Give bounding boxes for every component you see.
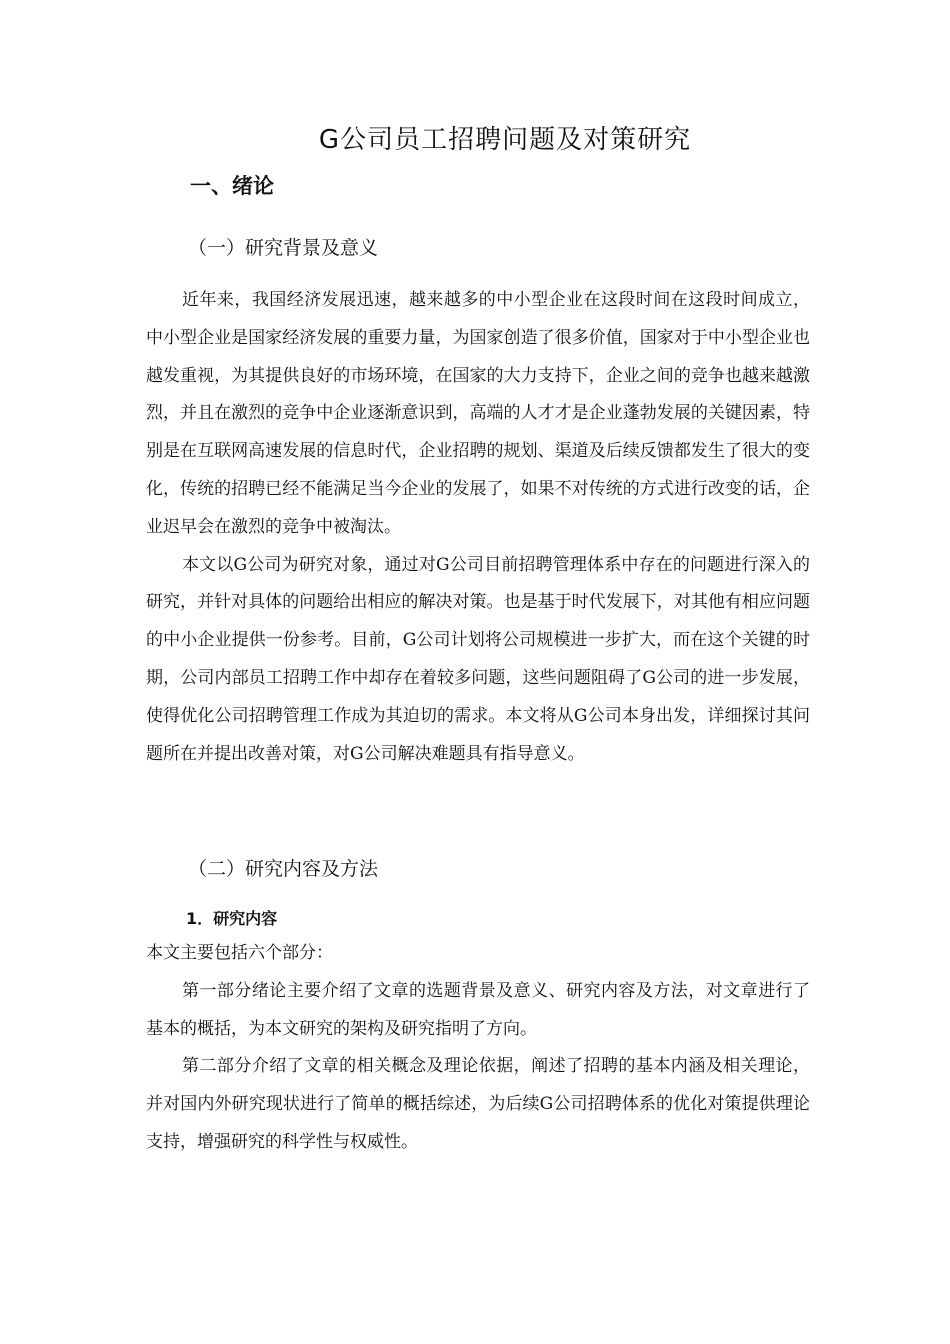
paragraph: 近年来，我国经济发展迅速，越来越多的中小型企业在这段时间在这段时间成立，中小型企业是国家经济发展的重要力量，为国家创造了很多价值，国家对于中小型企业也越发重视，为其提供良好的市场环境，在国家的大力支持下，企业之间的竞争也越来越激烈，并且在激烈的竞争中企业逐渐意识到，高端的人才才是企业蓬勃发展的关键因素，特别是在互联网高速发展的信息时代，企业招聘的规划、渠道及后续反馈都发生了很大的变化，传统的招聘已经不能满足当今企业的发展了，如果不对传统的方式进行改变的话，企业迟早会在激烈的竞争中被淘汰。 <box>146 290 810 537</box>
paragraph: 本文以G公司为研究对象，通过对G公司目前招聘管理体系中存在的问题进行深入的研究，并针对具体的问题给出相应的解决对策。也是基于时代发展下，对其他有相应问题的中小企业提供一份参考。目前，G公司计划将公司规模进一步扩大，而在这个关键的时期，公司内部员工招聘工作中却存在着较多问题，这些问题阻碍了G公司的进一步发展，使得优化公司招聘管理工作成为其迫切的需求。本文将从G公司本身出发，详细探讨其问题所在并提出改善对策，对G公司解决难题具有指导意义。 <box>146 554 810 764</box>
point-heading-research-content: 1．研究内容 <box>186 909 278 928</box>
content-paragraphs <box>146 935 810 1162</box>
subsection-heading-background: （一）研究背景及意义 <box>188 237 379 259</box>
paragraph: 第二部分介绍了文章的相关概念及理论依据，阐述了招聘的基本内涵及相关理论，并对国内外研究现状进行了简单的概括综述，为后续G公司招聘体系的优化对策提供理论支持，增强研究的科学性与权威性。 <box>146 1056 810 1152</box>
document-title: G公司员工招聘问题及对策研究 <box>318 125 692 155</box>
section-heading-introduction: 一、绪论 <box>190 174 274 198</box>
paragraph: 本文主要包括六个部分： <box>146 943 333 963</box>
paragraph: 第一部分绪论主要介绍了文章的选题背景及意义、研究内容及方法，对文章进行了基本的概括，为本文研究的架构及研究指明了方向。 <box>146 980 810 1039</box>
background-paragraphs <box>146 282 810 773</box>
subsection-heading-content-methods: （二）研究内容及方法 <box>188 858 379 880</box>
